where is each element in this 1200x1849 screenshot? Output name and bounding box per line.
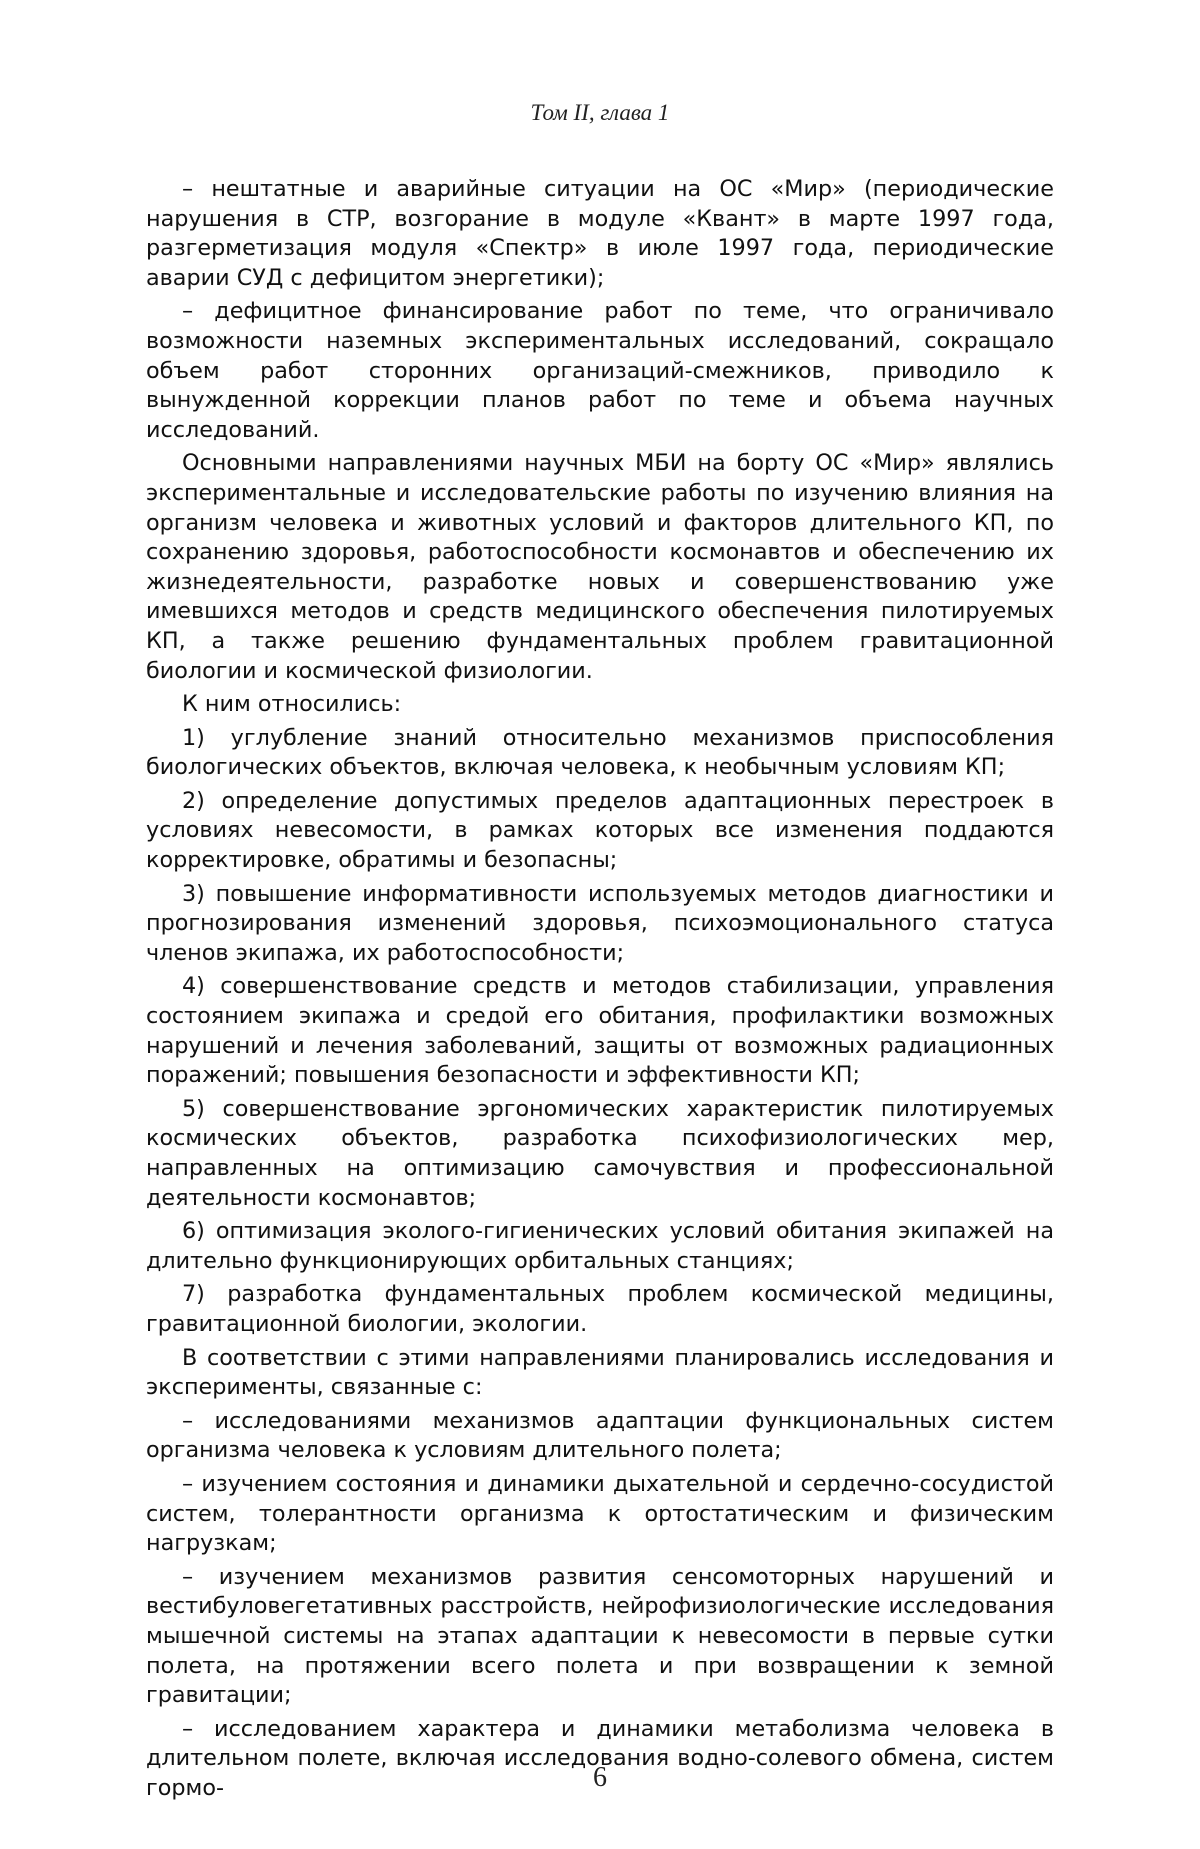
list-item: – изучением механизмов развития сенсомоторных нарушений и вестибуловегетативных расстройств, нейрофизиологические исследования мышечной системы на этапах адаптации к невесомости в первые сутки полета, на протяжении всего полета и при возвращении к земной гравитации;: [146, 1563, 1054, 1709]
list-item: 1) углубление знаний относительно механизмов приспособления биологических объектов, включая человека, к необычным условиям КП;: [146, 724, 1054, 781]
list-item: 7) разработка фундаментальных проблем космической медицины, гравитационной биологии, экологии.: [146, 1281, 1054, 1337]
paragraph: – дефицитное финансирование работ по теме, что ограничивало возможности наземных экспериментальных исследований, сокращало объем работ сторонних организаций-смежников, приводило к вынужденной коррекции планов работ по теме и объема научных исследований.: [146, 298, 1054, 443]
list-item: 3) повышение информативности используемых методов диагностики и прогнозирования изменений здоровья, психоэмоционального статуса членов экипажа, их работоспособности;: [146, 880, 1054, 966]
running-head: Том II, глава 1: [530, 100, 670, 125]
list-item: 2) определение допустимых пределов адаптационных перестроек в условиях невесомости, в рамках которых все изменения поддаются корректировке, обратимы и безопасны;: [146, 787, 1054, 874]
list-item: – изучением состояния и динамики дыхательной и сердечно-сосудистой систем, толерантности организма к ортостатическим и физическим нагрузкам;: [146, 1470, 1054, 1557]
body-text: [146, 175, 1054, 1803]
paragraph: Основными направлениями научных МБИ на борту ОС «Мир» являлись экспериментальные и исследовательские работы по изучению влияния на организм человека и животных условий и факторов длительного КП, по сохранению здоровья, работоспособности космонавтов и обеспечению их жизнедеятельности, разработке новых и совершенствованию уже имевшихся методов и средств медицинского обеспечения пилотируемых КП, а также решению фундаментальных проблем гравитационной биологии и космической физиологии.: [146, 450, 1054, 684]
list-item: – исследованием характера и динамики метаболизма человека в длительном полете, включая исследования водно-солевого обмена, систем гормо-: [146, 1715, 1054, 1801]
list-item: 4) совершенствование средств и методов стабилизации, управления состоянием экипажа и средой его обитания, профилактики возможных нарушений и лечения заболеваний, защиты от возможных радиационных поражений; повышения безопасности и эффективности КП;: [146, 973, 1054, 1089]
list-item: – исследованиями механизмов адаптации функциональных систем организма человека к условиям длительного полета;: [146, 1407, 1054, 1464]
paragraph: В соответствии с этими направлениями планировались исследования и эксперименты, связанные с:: [146, 1344, 1054, 1401]
paragraph: – нештатные и аварийные ситуации на ОС «Мир» (периодические нарушения в СТР, возгорание в модуле «Квант» в марте 1997 года, разгерметизация модуля «Спектр» в июле 1997 года, периодические аварии СУД с дефицитом энергетики);: [146, 176, 1054, 291]
list-item: 5) совершенствование эргономических характеристик пилотируемых космических объектов, разработка психофизиологических мер, направленных на оптимизацию самочувствия и профессиональной деятельности космонавтов;: [146, 1095, 1054, 1211]
list-item: 6) оптимизация эколого-гигиенических условий обитания экипажей на длительно функционирующих орбитальных станциях;: [146, 1218, 1054, 1274]
page-number: 6: [593, 1762, 607, 1793]
paragraph: К ним относились:: [182, 691, 402, 718]
